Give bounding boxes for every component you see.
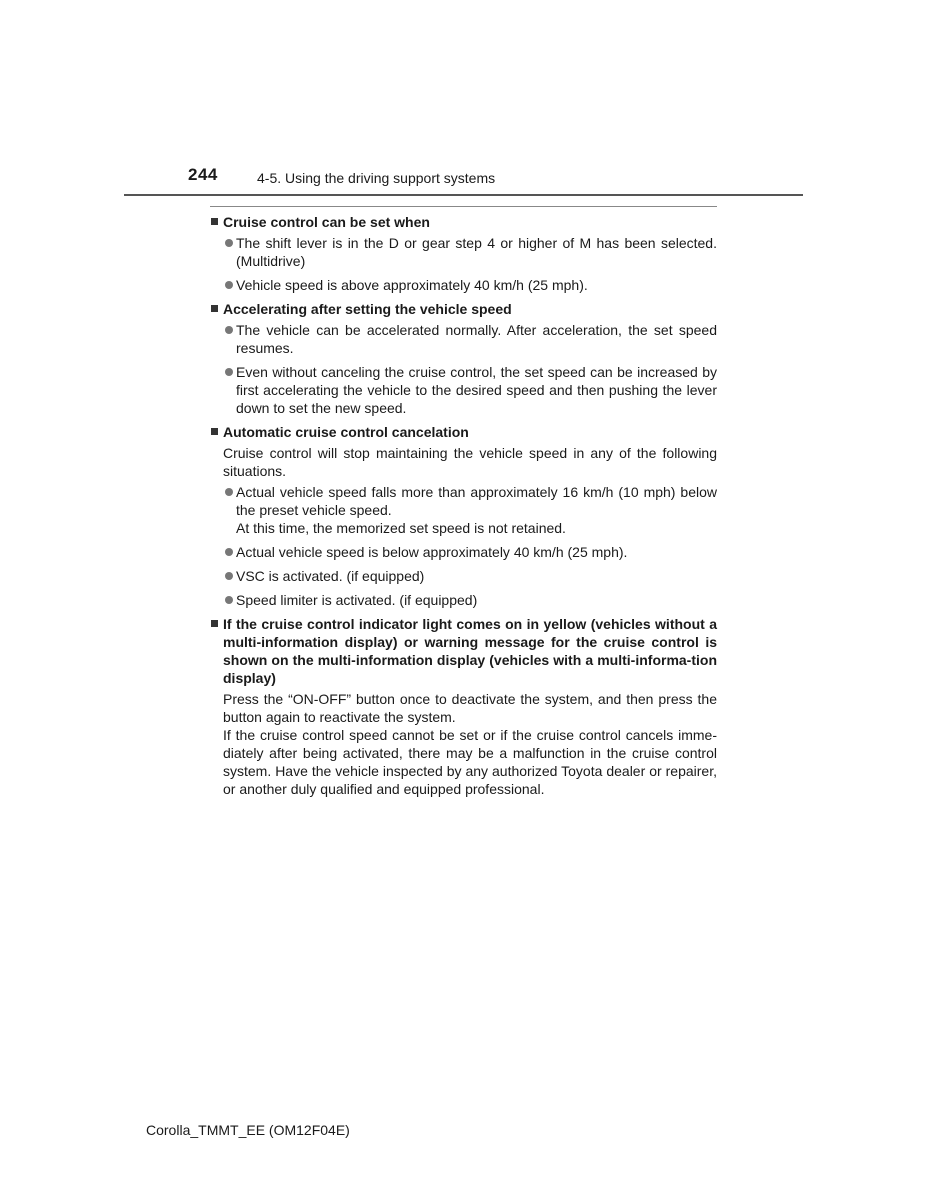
list-item-note: At this time, the memorized set speed is not retained. — [236, 520, 566, 536]
section-cruise-control-set — [210, 213, 717, 294]
circle-bullet-icon — [225, 326, 233, 334]
list-item — [210, 591, 717, 609]
list-item — [210, 276, 717, 294]
footer-doc-id: Corolla_TMMT_EE (OM12F04E) — [146, 1122, 350, 1138]
list-item — [210, 543, 717, 561]
list-item — [210, 567, 717, 585]
list-item-text: Speed limiter is activated. (if equipped) — [236, 592, 478, 608]
section-body — [210, 690, 717, 798]
content-area — [210, 206, 717, 804]
circle-bullet-icon — [225, 572, 233, 580]
list-item-text: Even without canceling the cruise control, the set speed can be increased by first accelerating the vehicle to the desired speed and then pushing the lever down to set the new speed. — [236, 364, 717, 416]
list-item — [210, 363, 717, 417]
list-item — [210, 234, 717, 270]
square-bullet-icon — [211, 620, 218, 627]
section-heading-text: Accelerating after setting the vehicle speed — [223, 301, 512, 317]
square-bullet-icon — [211, 428, 218, 435]
circle-bullet-icon — [225, 281, 233, 289]
circle-bullet-icon — [225, 548, 233, 556]
list-item-text: Actual vehicle speed falls more than approximately 16 km/h (10 mph) below the preset vehicle speed. — [236, 484, 717, 518]
section-heading — [210, 423, 717, 441]
section-heading — [210, 213, 717, 231]
list-item-text: VSC is activated. (if equipped) — [236, 568, 425, 584]
section-heading-text: Automatic cruise control cancelation — [223, 424, 469, 440]
intro-text: Cruise control will stop maintaining the vehicle speed in any of the following situations. — [223, 445, 717, 479]
list-item — [210, 321, 717, 357]
section-intro — [210, 444, 717, 480]
page-number: 244 — [188, 165, 218, 184]
section-heading — [210, 615, 717, 687]
section-accelerating — [210, 300, 717, 417]
section-indicator-light — [210, 615, 717, 798]
list-item-text: The shift lever is in the D or gear step 4 or higher of M has been selected. (Multidrive) — [236, 235, 717, 269]
section-heading — [210, 300, 717, 318]
paragraph-text: Press the “ON-OFF” button once to deactivate the system, and then press the button again to reactivate the system. — [223, 691, 717, 725]
square-bullet-icon — [211, 218, 218, 225]
circle-bullet-icon — [225, 239, 233, 247]
circle-bullet-icon — [225, 596, 233, 604]
list-item — [210, 483, 717, 537]
section-title: 4-5. Using the driving support systems — [257, 170, 496, 186]
section-automatic-cancelation — [210, 423, 717, 609]
list-item-text: The vehicle can be accelerated normally. After acceleration, the set speed resumes. — [236, 322, 717, 356]
page-header — [124, 160, 803, 196]
section-heading-text: Cruise control can be set when — [223, 214, 430, 230]
circle-bullet-icon — [225, 488, 233, 496]
circle-bullet-icon — [225, 368, 233, 376]
section-heading-text: If the cruise control indicator light comes on in yellow (vehicles without a multi-information display) or warning message for the cruise control is shown on the multi-information display (vehicles with a multi-informa-tion display) — [223, 616, 717, 686]
square-bullet-icon — [211, 305, 218, 312]
paragraph-text: If the cruise control speed cannot be set or if the cruise control cancels imme-diately after being activated, there may be a malfunction in the cruise control system. Have the vehicle inspected by any authorized Toyota dealer or repairer, or another duly qualified and equipped professional. — [223, 727, 717, 797]
list-item-text: Vehicle speed is above approximately 40 km/h (25 mph). — [236, 277, 588, 293]
list-item-text: Actual vehicle speed is below approximately 40 km/h (25 mph). — [236, 544, 628, 560]
